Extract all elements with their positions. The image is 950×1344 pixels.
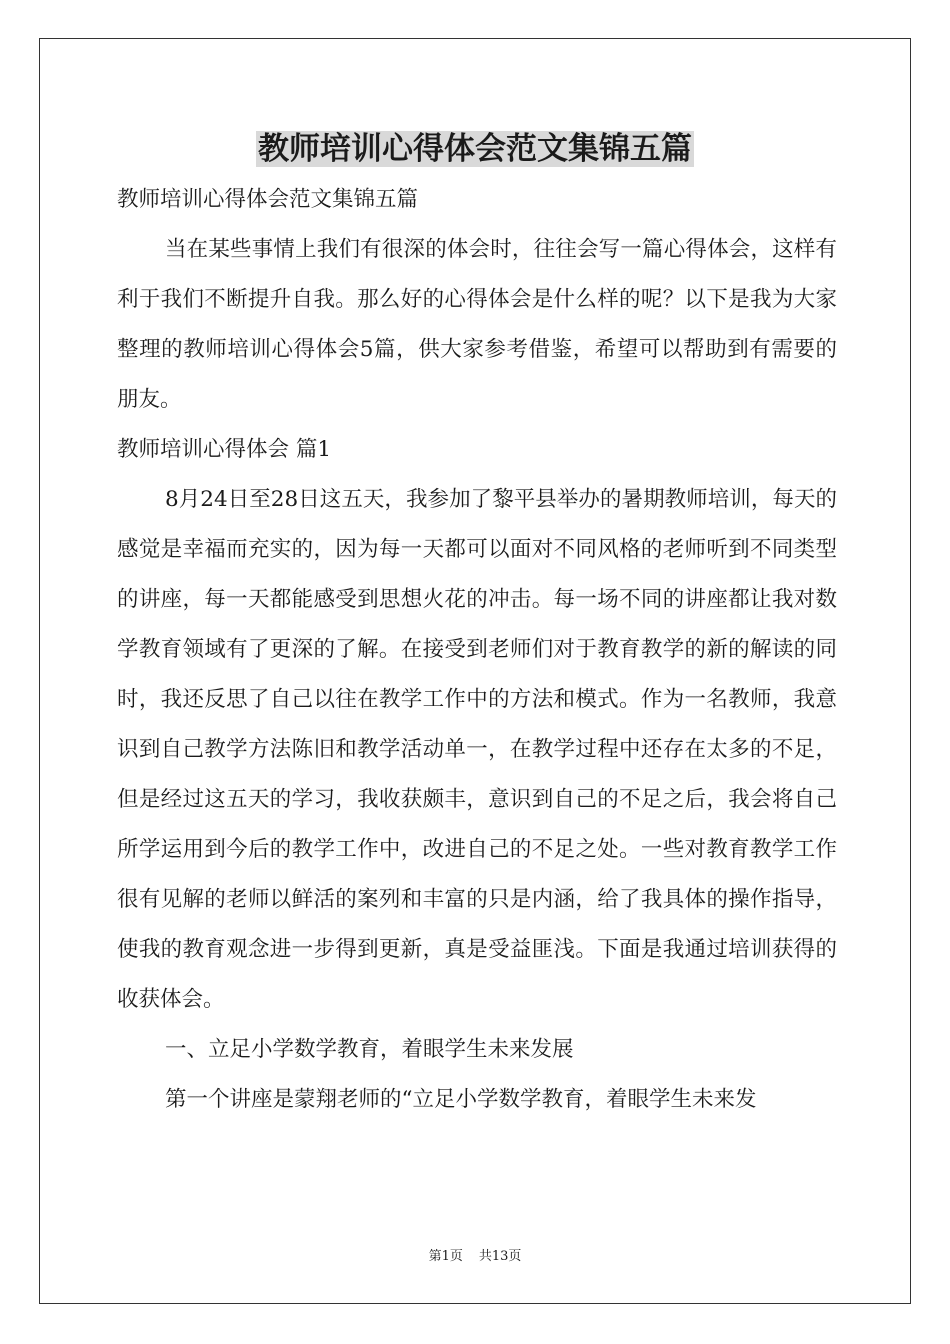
page-number: 第1页 xyxy=(428,1249,463,1264)
page-total: 共13页 xyxy=(478,1249,522,1264)
page-footer xyxy=(0,1247,950,1267)
document-body xyxy=(117,175,837,1125)
body-paragraph-2: 第一个讲座是蒙翔老师的“立足小学数学教育，着眼学生未来发 xyxy=(165,1087,757,1112)
subsection-heading-1: 一、立足小学数学教育，着眼学生未来发展 xyxy=(165,1037,574,1062)
section-heading-1: 教师培训心得体会 篇1 xyxy=(117,437,332,462)
intro-paragraph: 当在某些事情上我们有很深的体会时，往往会写一篇心得体会，这样有利于我们不断提升自我。那么好的心得体会是什么样的呢？以下是我为大家整理的教师培训心得体会5篇，供大家参考借鉴，希望可以帮助到有需要的朋友。 xyxy=(117,237,837,412)
document-title xyxy=(0,124,950,174)
subtitle-paragraph: 教师培训心得体会范文集锦五篇 xyxy=(117,187,419,212)
body-paragraph-1: 8月24日至28日这五天，我参加了黎平县举办的暑期教师培训，每天的感觉是幸福而充实的，因为每一天都可以面对不同风格的老师听到不同类型的讲座，每一天都能感受到思想火花的冲击。每一场不同的讲座都让我对数学教育领域有了更深的了解。在接受到老师们对于教育教学的新的解读的同时，我还反思了自己以往在教学工作中的方法和模式。作为一名教师，我意识到自己教学方法陈旧和教学活动单一，在教学过程中还存在太多的不足，但是经过这五天的学习，我收获颇丰，意识到自己的不足之后，我会将自己所学运用到今后的教学工作中，改进自己的不足之处。一些对教育教学工作很有见解的老师以鲜活的案列和丰富的只是内涵，给了我具体的操作指导，使我的教育观念进一步得到更新，真是受益匪浅。下面是我通过培训获得的收获体会。 xyxy=(117,487,837,1012)
document-title-text: 教师培训心得体会范文集锦五篇 xyxy=(258,131,692,167)
